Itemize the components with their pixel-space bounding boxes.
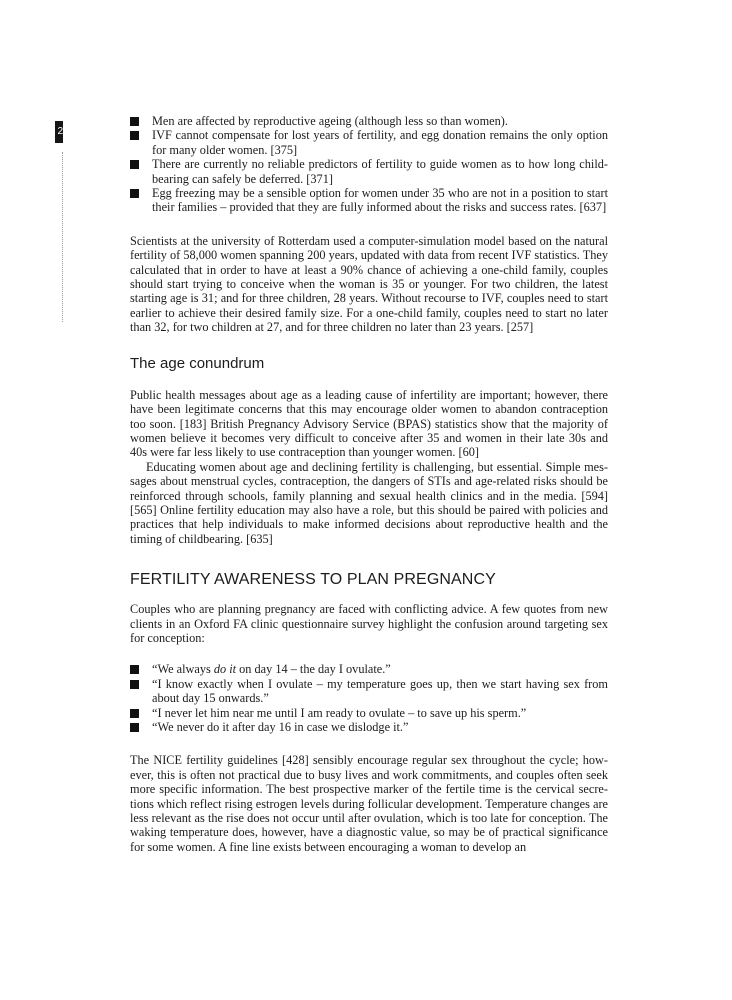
- square-bullet-icon: [130, 680, 139, 689]
- paragraph-public-health: Public health messages about age as a leading cause of infertility are important; however, there have been legitimate concerns that this may encourage older women to abandon contraception too soon. [183] British Pregnancy Advisory Service (BPAS) statistics show that the majority of women believe it becomes very difficult to conceive after 35 and women in their late 30s and 40s were far less likely to use contraception than younger women. [60]: [130, 387, 608, 460]
- square-bullet-icon: [130, 723, 139, 732]
- square-bullet-icon: [130, 665, 139, 674]
- paragraph-nice-guidelines: The NICE fertility guidelines [428] sensibly encourage regular sex throughout the cycle; however, this is often not practical due to busy lives and work commitments, and couples often seek more specific information. The best prospective marker of the fertile time is the cervical secretions which reflect rising estrogen levels during follicular development. Temperature changes are less relevant as the rise does not occur until after ovulation, which is too late for conception. The waking temperature does, however, have a diagnostic value, so may be of practical significance for some women. A fine line exists between encouraging a woman to develop an: [130, 753, 608, 854]
- paragraph-educating: Educating women about age and declining fertility is challenging, but essential. Simple messages about menstrual cycles, contraception, the dangers of STIs and age-related risks should be reinforced through schools, family planning and sexual health clinics and in the media. [594] [565] Online fertility education may also have a role, but this should be paired with policies and practices that help individuals to make informed decisions about reproductive health and the timing of childbearing. [635]: [130, 459, 608, 546]
- list-item: IVF cannot compensate for lost years of fertility, and egg donation remains the only option for many older women. [375]: [130, 128, 608, 157]
- heading-fertility-awareness: FERTILITY AWARENESS TO PLAN PREGNANCY: [130, 571, 496, 589]
- list-item: There are currently no reliable predictors of fertility to guide women as to how long childbearing can safely be deferred. [371]: [130, 157, 608, 186]
- list-item: Egg freezing may be a sensible option for women under 35 who are not in a position to start their families – provided that they are fully informed about the risks and success rates. [637]: [130, 186, 608, 215]
- heading-age-conundrum: The age conundrum: [130, 354, 265, 372]
- square-bullet-icon: [130, 160, 139, 169]
- paragraph-couples: Couples who are planning pregnancy are faced with conflicting advice. A few quotes from new clients in an Oxford FA clinic questionnaire survey highlight the confusion around targeting sex for conception:: [130, 602, 608, 645]
- page-body: [130, 114, 608, 854]
- list-item: Men are affected by reproductive ageing (although less so than women).: [130, 114, 608, 128]
- paragraph-rotterdam: Scientists at the university of Rotterdam used a computer-simulation model based on the natural fertility of 58,000 women spanning 200 years, updated with data from recent IVF statistics. They calculated that in order to have at least a 90% chance of achieving a one-child family, couples should start trying to conceive when the woman is 35 or younger. For two children, the latest starting age is 31; and for three children, 28 years. Without recourse to IVF, couples need to start earlier to achieve their desired family size. For a one-child family, couples need to start no later than 32, for two children at 27, and for three children no later than 23 years. [257]: [130, 233, 608, 335]
- square-bullet-icon: [130, 131, 139, 140]
- bullet-list-ageing: [130, 114, 608, 215]
- list-item: “I know exactly when I ovulate – my temperature goes up, then we start having sex from about day 15 onwards.”: [130, 677, 608, 706]
- list-item: “We always do it on day 14 – the day I ovulate.”: [130, 662, 608, 676]
- bullet-list-quotes: [130, 662, 608, 734]
- thumb-index-marks: [62, 152, 67, 322]
- square-bullet-icon: [130, 189, 139, 198]
- square-bullet-icon: [130, 117, 139, 126]
- page-number-tab: [55, 121, 63, 143]
- square-bullet-icon: [130, 709, 139, 718]
- list-item: “We never do it after day 16 in case we dislodge it.”: [130, 720, 608, 734]
- list-item: “I never let him near me until I am ready to ovulate – to save up his sperm.”: [130, 706, 608, 720]
- page-number: 2: [57, 126, 63, 137]
